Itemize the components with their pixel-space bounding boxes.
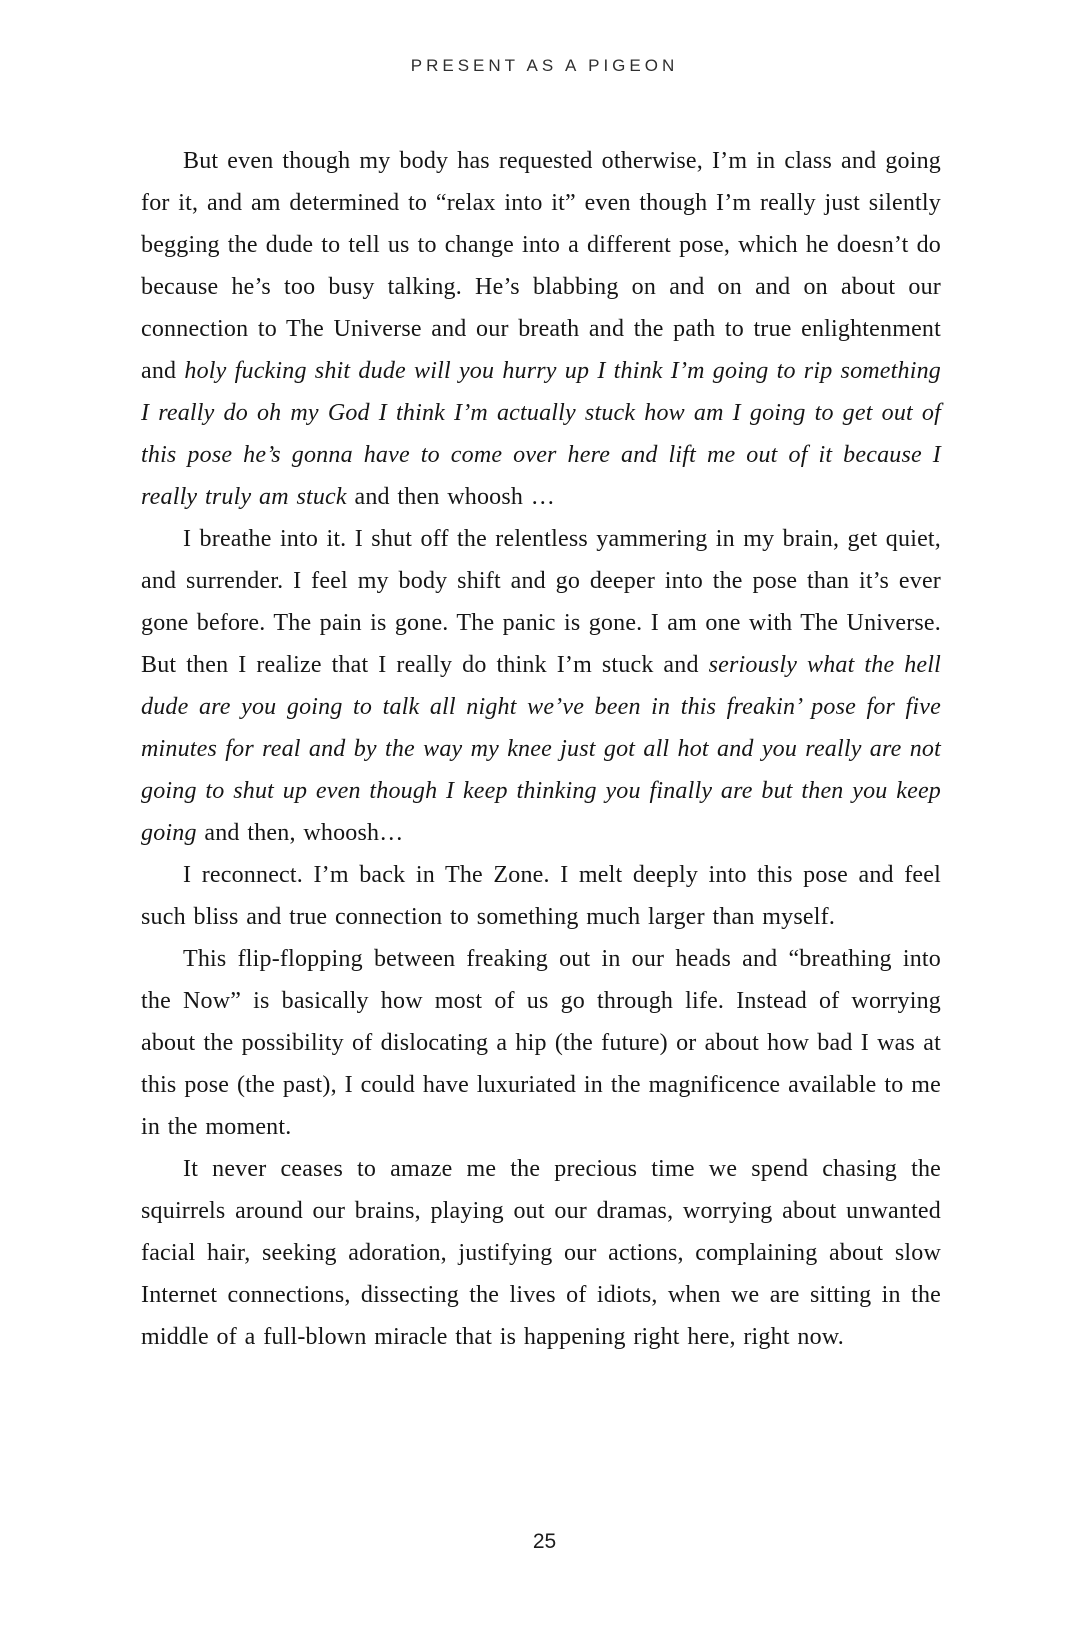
text-segment: But even though my body has requested otherwise, I’m in class and going for it, and am determined to “relax into it” even though I’m really just silently begging the dude to tell us to change into a different pose, which he doesn’t do because he’s too busy talking. He’s blabbing on and on and on about our connection to The Universe and our breath and the path to true enlightenment and	[141, 148, 941, 384]
body-text	[141, 140, 941, 1358]
page-number: 25	[532, 1530, 557, 1553]
paragraph	[141, 854, 941, 938]
paragraph	[141, 1148, 941, 1358]
text-segment: and then, whoosh…	[196, 820, 404, 846]
text-segment: and then whoosh …	[346, 484, 556, 510]
text-segment: It never ceases to amaze me the precious time we spend chasing the squirrels around our brains, playing out our dramas, worrying about unwanted facial hair, seeking adoration, justifying our actions, complaining about slow Internet connections, dissecting the lives of idiots, when we are sitting in the middle of a full-blown miracle that is happening right here, right now.	[141, 1156, 941, 1350]
paragraph	[141, 518, 941, 854]
paragraph	[141, 140, 941, 518]
italic-text-segment: holy fucking shit dude will you hurry up I think I’m going to rip something I really do oh my God I think I’m actually stuck how am I going to get out of this pose he’s gonna have to come over here and lift me out of it because I really truly am stuck	[141, 358, 941, 510]
italic-text-segment: seriously what the hell dude are you going to talk all night we’ve been in this freakin’ pose for five minutes for real and by the way my knee just got all hot and you really are not going to shut up even though I keep thinking you finally are but then you keep going	[141, 652, 941, 846]
text-segment: I reconnect. I’m back in The Zone. I melt deeply into this pose and feel such bliss and true connection to something much larger than myself.	[141, 862, 941, 930]
running-head: PRESENT AS A PIGEON	[410, 56, 679, 75]
text-segment: This flip-flopping between freaking out in our heads and “breathing into the Now” is basically how most of us go through life. Instead of worrying about the possibility of dislocating a hip (the future) or about how bad I was at this pose (the past), I could have luxuriated in the magnificence available to me in the moment.	[141, 946, 941, 1140]
text-segment: I breathe into it. I shut off the relentless yammering in my brain, get quiet, and surrender. I feel my body shift and go deeper into the pose than it’s ever gone before. The pain is gone. The panic is gone. I am one with The Universe. But then I realize that I really do think I’m stuck and	[141, 526, 941, 678]
paragraph	[141, 938, 941, 1148]
